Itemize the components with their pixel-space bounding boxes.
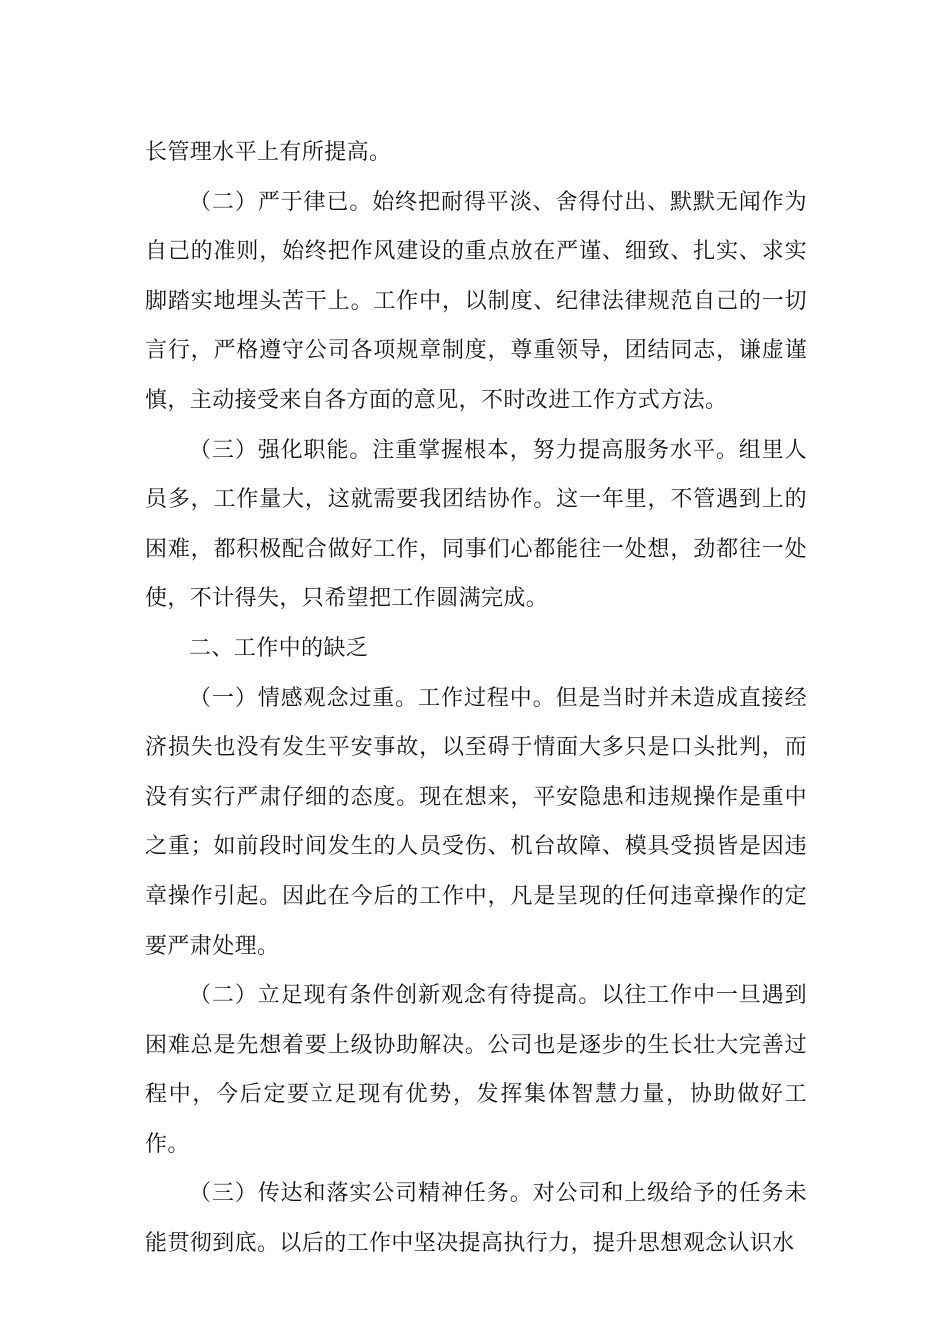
paragraph-convey-implement: （三）传达和落实公司精神任务。对公司和上级给予的任务未能贯彻到底。以后的工作中坚决提高执行力，提升思想观念认识水 [145,1181,807,1257]
paragraph-emotional-concept: （一）情感观念过重。工作过程中。但是当时并未造成直接经济损失也没有发生平安事故，以至碍于情面大多只是口头批判，而没有实行严肃仔细的态度。现在想来，平安隐患和违规操作是重中之重；如前段时间发生的人员受伤、机台故障、模具受损皆是因违章操作引起。因此在今后的工作中，凡是呈现的任何违章操作的定要严肃处理。 [145,685,807,959]
paragraph-strengthen-function: （三）强化职能。注重掌握根本，努力提高服务水平。组里人员多，工作量大，这就需要我团结协作。这一年里，不管遇到上的困难，都积极配合做好工作，同事们心都能往一处想，劲都往一处使，不计得失，只希望把工作圆满完成。 [145,437,807,612]
paragraph-self-discipline: （二）严于律已。始终把耐得平淡、舍得付出、默默无闻作为自己的准则，始终把作风建设的重点放在严谨、细致、扎实、求实脚踏实地埋头苦干上。工作中，以制度、纪律法律规范自己的一切言行，严格遵守公司各项规章制度，尊重领导，团结同志，谦虚谨慎，主动接受来自各方面的意见，不时改进工作方式方法。 [145,189,807,413]
paragraph-continuation: 长管理水平上有所提高。 [145,140,392,165]
paragraph-innovation-concept: （二）立足现有条件创新观念有待提高。以往工作中一旦遇到困难总是先想着要上级协助解决。公司也是逐步的生长壮大完善过程中，今后定要立足现有优势，发挥集体智慧力量，协助做好工作。 [145,983,807,1157]
section-heading-shortcomings: 二、工作中的缺乏 [189,635,369,661]
document-body [145,128,807,1269]
